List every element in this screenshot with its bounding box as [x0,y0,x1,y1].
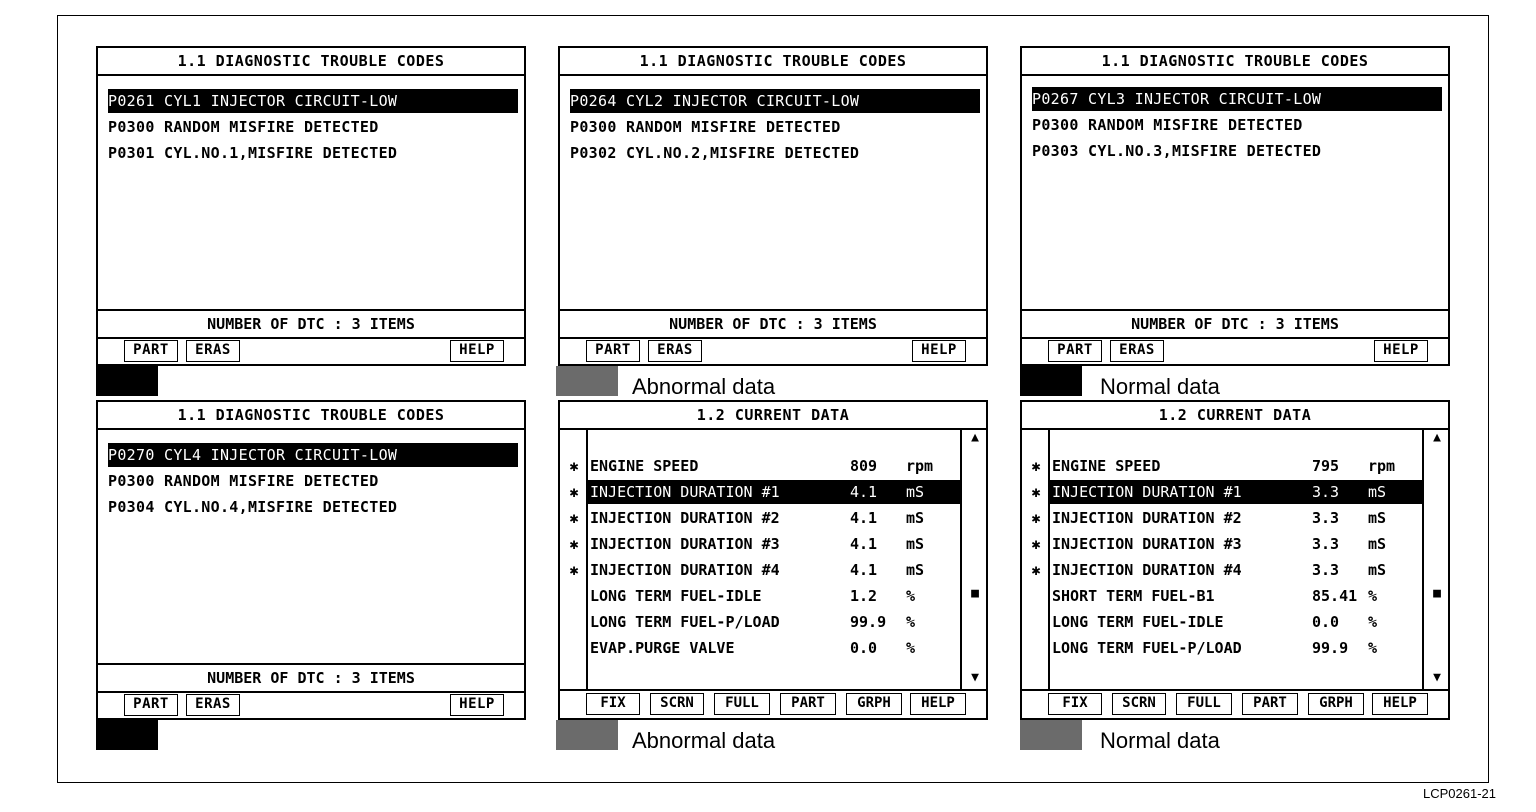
figure-reference-code: LCP0261-21 [1423,786,1496,801]
dtc-count: NUMBER OF DTC : 3 ITEMS [560,309,986,339]
parameter-unit: % [1368,587,1378,605]
parameter-name: INJECTION DURATION #3 [590,535,780,553]
caption-normal: Normal data [1100,728,1220,753]
panel-title: 1.1 DIAGNOSTIC TROUBLE CODES [560,48,986,76]
parameter-name: INJECTION DURATION #1 [590,483,780,501]
asterisk-icon: ✱ [569,509,579,527]
panel-title: 1.2 CURRENT DATA [560,402,986,430]
dtc-item[interactable]: P0303 CYL.NO.3,MISFIRE DETECTED [1032,142,1322,160]
parameter-value: 4.1 [850,561,878,579]
parameter-unit: % [906,587,916,605]
dtc-item-selected[interactable]: P0261 CYL1 INJECTOR CIRCUIT-LOW [108,89,518,113]
parameter-name: LONG TERM FUEL-P/LOAD [1052,639,1242,657]
part-button[interactable]: PART [1048,340,1102,362]
data-row-selected[interactable] [560,480,960,504]
scroll-thumb[interactable]: ■ [1433,586,1441,601]
parameter-value: 85.41 [1312,587,1358,605]
dtc-item-selected[interactable]: P0267 CYL3 INJECTOR CIRCUIT-LOW [1032,87,1442,111]
scroll-thumb[interactable]: ■ [971,586,979,601]
parameter-value: 4.1 [850,535,878,553]
data-row[interactable] [1022,610,1422,634]
part-button[interactable]: PART [1242,693,1298,715]
parameter-name: EVAP.PURGE VALVE [590,639,735,657]
parameter-value: 4.1 [850,483,878,501]
data-row[interactable] [560,558,960,582]
parameter-value: 3.3 [1312,535,1340,553]
data-area-bottom-border [1022,689,1448,691]
panel-title: 1.1 DIAGNOSTIC TROUBLE CODES [98,48,524,76]
parameter-name: LONG TERM FUEL-IDLE [590,587,762,605]
parameter-value: 0.0 [1312,613,1340,631]
asterisk-icon: ✱ [1031,457,1041,475]
dtc-item-selected[interactable]: P0270 CYL4 INJECTOR CIRCUIT-LOW [108,443,518,467]
dtc-list [1022,75,1448,309]
grph-button[interactable]: GRPH [1308,693,1364,715]
data-row[interactable] [1022,558,1422,582]
dtc-list [98,429,524,663]
data-row[interactable] [560,532,960,556]
full-button[interactable]: FULL [714,693,770,715]
asterisk-icon: ✱ [569,483,579,501]
dtc-item[interactable]: P0300 RANDOM MISFIRE DETECTED [1032,116,1303,134]
data-row[interactable] [560,636,960,660]
data-row[interactable] [560,610,960,634]
asterisk-icon: ✱ [1031,509,1041,527]
parameter-value: 3.3 [1312,509,1340,527]
panel-title: 1.2 CURRENT DATA [1022,402,1448,430]
parameter-value: 99.9 [1312,639,1349,657]
full-button[interactable]: FULL [1176,693,1232,715]
parameter-unit: mS [906,535,925,553]
panel-title: 1.1 DIAGNOSTIC TROUBLE CODES [1022,48,1448,76]
data-row[interactable] [1022,636,1422,660]
label-swatch [96,366,158,396]
help-button[interactable]: HELP [912,340,966,362]
dtc-count: NUMBER OF DTC : 3 ITEMS [98,309,524,339]
asterisk-icon: ✱ [569,561,579,579]
dtc-item[interactable]: P0300 RANDOM MISFIRE DETECTED [108,118,379,136]
dtc-panel-3 [1020,46,1450,366]
panel-title: 1.1 DIAGNOSTIC TROUBLE CODES [98,402,524,430]
asterisk-icon: ✱ [1031,483,1041,501]
dtc-list [560,75,986,309]
parameter-value: 3.3 [1312,483,1340,501]
label-swatch [556,366,618,396]
parameter-name: INJECTION DURATION #4 [1052,561,1242,579]
eras-button[interactable]: ERAS [1110,340,1164,362]
parameter-unit: mS [906,483,925,501]
parameter-unit: mS [906,561,925,579]
parameter-unit: % [1368,639,1378,657]
dtc-count: NUMBER OF DTC : 3 ITEMS [98,663,524,693]
parameter-value: 4.1 [850,509,878,527]
scroll-down-arrow-icon[interactable]: ▼ [1433,670,1441,685]
parameter-unit: mS [1368,535,1387,553]
scroll-up-arrow-icon[interactable]: ▲ [1433,430,1441,445]
data-row[interactable] [1022,584,1422,608]
asterisk-icon: ✱ [569,457,579,475]
dtc-item[interactable]: P0304 CYL.NO.4,MISFIRE DETECTED [108,498,398,516]
parameter-unit: % [906,613,916,631]
label-swatch [556,720,618,750]
dtc-item[interactable]: P0302 CYL.NO.2,MISFIRE DETECTED [570,144,860,162]
help-button[interactable]: HELP [1374,340,1428,362]
parameter-value: 3.3 [1312,561,1340,579]
asterisk-icon: ✱ [1031,535,1041,553]
parameter-unit: % [906,639,916,657]
eras-button[interactable]: ERAS [648,340,702,362]
parameter-unit: rpm [906,457,934,475]
data-row[interactable] [1022,506,1422,530]
label-swatch [1020,366,1082,396]
label-swatch [96,720,158,750]
parameter-name: INJECTION DURATION #1 [1052,483,1242,501]
caption-abnormal: Abnormal data [632,374,776,399]
scrollbar-divider [1422,429,1424,689]
parameter-value: 0.0 [850,639,878,657]
current-data-panel-abnormal [558,400,988,720]
parameter-name: INJECTION DURATION #2 [590,509,780,527]
scroll-down-arrow-icon[interactable]: ▼ [971,670,979,685]
data-row[interactable] [560,506,960,530]
fix-button[interactable]: FIX [1048,693,1102,715]
parameter-value: 1.2 [850,587,878,605]
data-row[interactable] [560,584,960,608]
data-row-selected[interactable] [1022,480,1422,504]
parameter-name: INJECTION DURATION #2 [1052,509,1242,527]
dtc-item[interactable]: P0300 RANDOM MISFIRE DETECTED [570,118,841,136]
help-button[interactable]: HELP [450,694,504,716]
eras-button[interactable]: ERAS [186,340,240,362]
data-row[interactable] [1022,532,1422,556]
scroll-up-arrow-icon[interactable]: ▲ [971,430,979,445]
part-button[interactable]: PART [124,694,178,716]
parameter-name: LONG TERM FUEL-IDLE [1052,613,1224,631]
help-button[interactable]: HELP [910,693,966,715]
label-swatch [1020,720,1082,750]
dtc-item[interactable]: P0301 CYL.NO.1,MISFIRE DETECTED [108,144,398,162]
dtc-count: NUMBER OF DTC : 3 ITEMS [1022,309,1448,339]
part-button[interactable]: PART [780,693,836,715]
data-row[interactable] [1022,454,1422,478]
parameter-name: INJECTION DURATION #4 [590,561,780,579]
data-area-bottom-border [560,689,986,691]
asterisk-icon: ✱ [1031,561,1041,579]
dtc-item[interactable]: P0300 RANDOM MISFIRE DETECTED [108,472,379,490]
parameter-name: LONG TERM FUEL-P/LOAD [590,613,780,631]
parameter-value: 99.9 [850,613,887,631]
parameter-value: 795 [1312,457,1340,475]
scrollbar-divider [960,429,962,689]
parameter-unit: mS [906,509,925,527]
parameter-unit: mS [1368,561,1387,579]
grph-button[interactable]: GRPH [846,693,902,715]
parameter-value: 809 [850,457,878,475]
asterisk-icon: ✱ [569,535,579,553]
fix-button[interactable]: FIX [586,693,640,715]
parameter-unit: mS [1368,483,1387,501]
dtc-item-selected[interactable]: P0264 CYL2 INJECTOR CIRCUIT-LOW [570,89,980,113]
help-button[interactable]: HELP [1372,693,1428,715]
caption-abnormal: Abnormal data [632,728,776,753]
parameter-unit: rpm [1368,457,1396,475]
current-data-panel-normal [1020,400,1450,720]
dtc-panel-2 [558,46,988,366]
parameter-name: INJECTION DURATION #3 [1052,535,1242,553]
eras-button[interactable]: ERAS [186,694,240,716]
part-button[interactable]: PART [124,340,178,362]
parameter-unit: mS [1368,509,1387,527]
parameter-name: ENGINE SPEED [590,457,699,475]
scrn-button[interactable]: SCRN [650,693,704,715]
data-row[interactable] [560,454,960,478]
dtc-panel-4 [96,400,526,720]
help-button[interactable]: HELP [450,340,504,362]
parameter-name: ENGINE SPEED [1052,457,1161,475]
caption-normal: Normal data [1100,374,1220,399]
dtc-panel-1 [96,46,526,366]
scrn-button[interactable]: SCRN [1112,693,1166,715]
dtc-list [98,75,524,309]
parameter-name: SHORT TERM FUEL-B1 [1052,587,1215,605]
parameter-unit: % [1368,613,1378,631]
part-button[interactable]: PART [586,340,640,362]
